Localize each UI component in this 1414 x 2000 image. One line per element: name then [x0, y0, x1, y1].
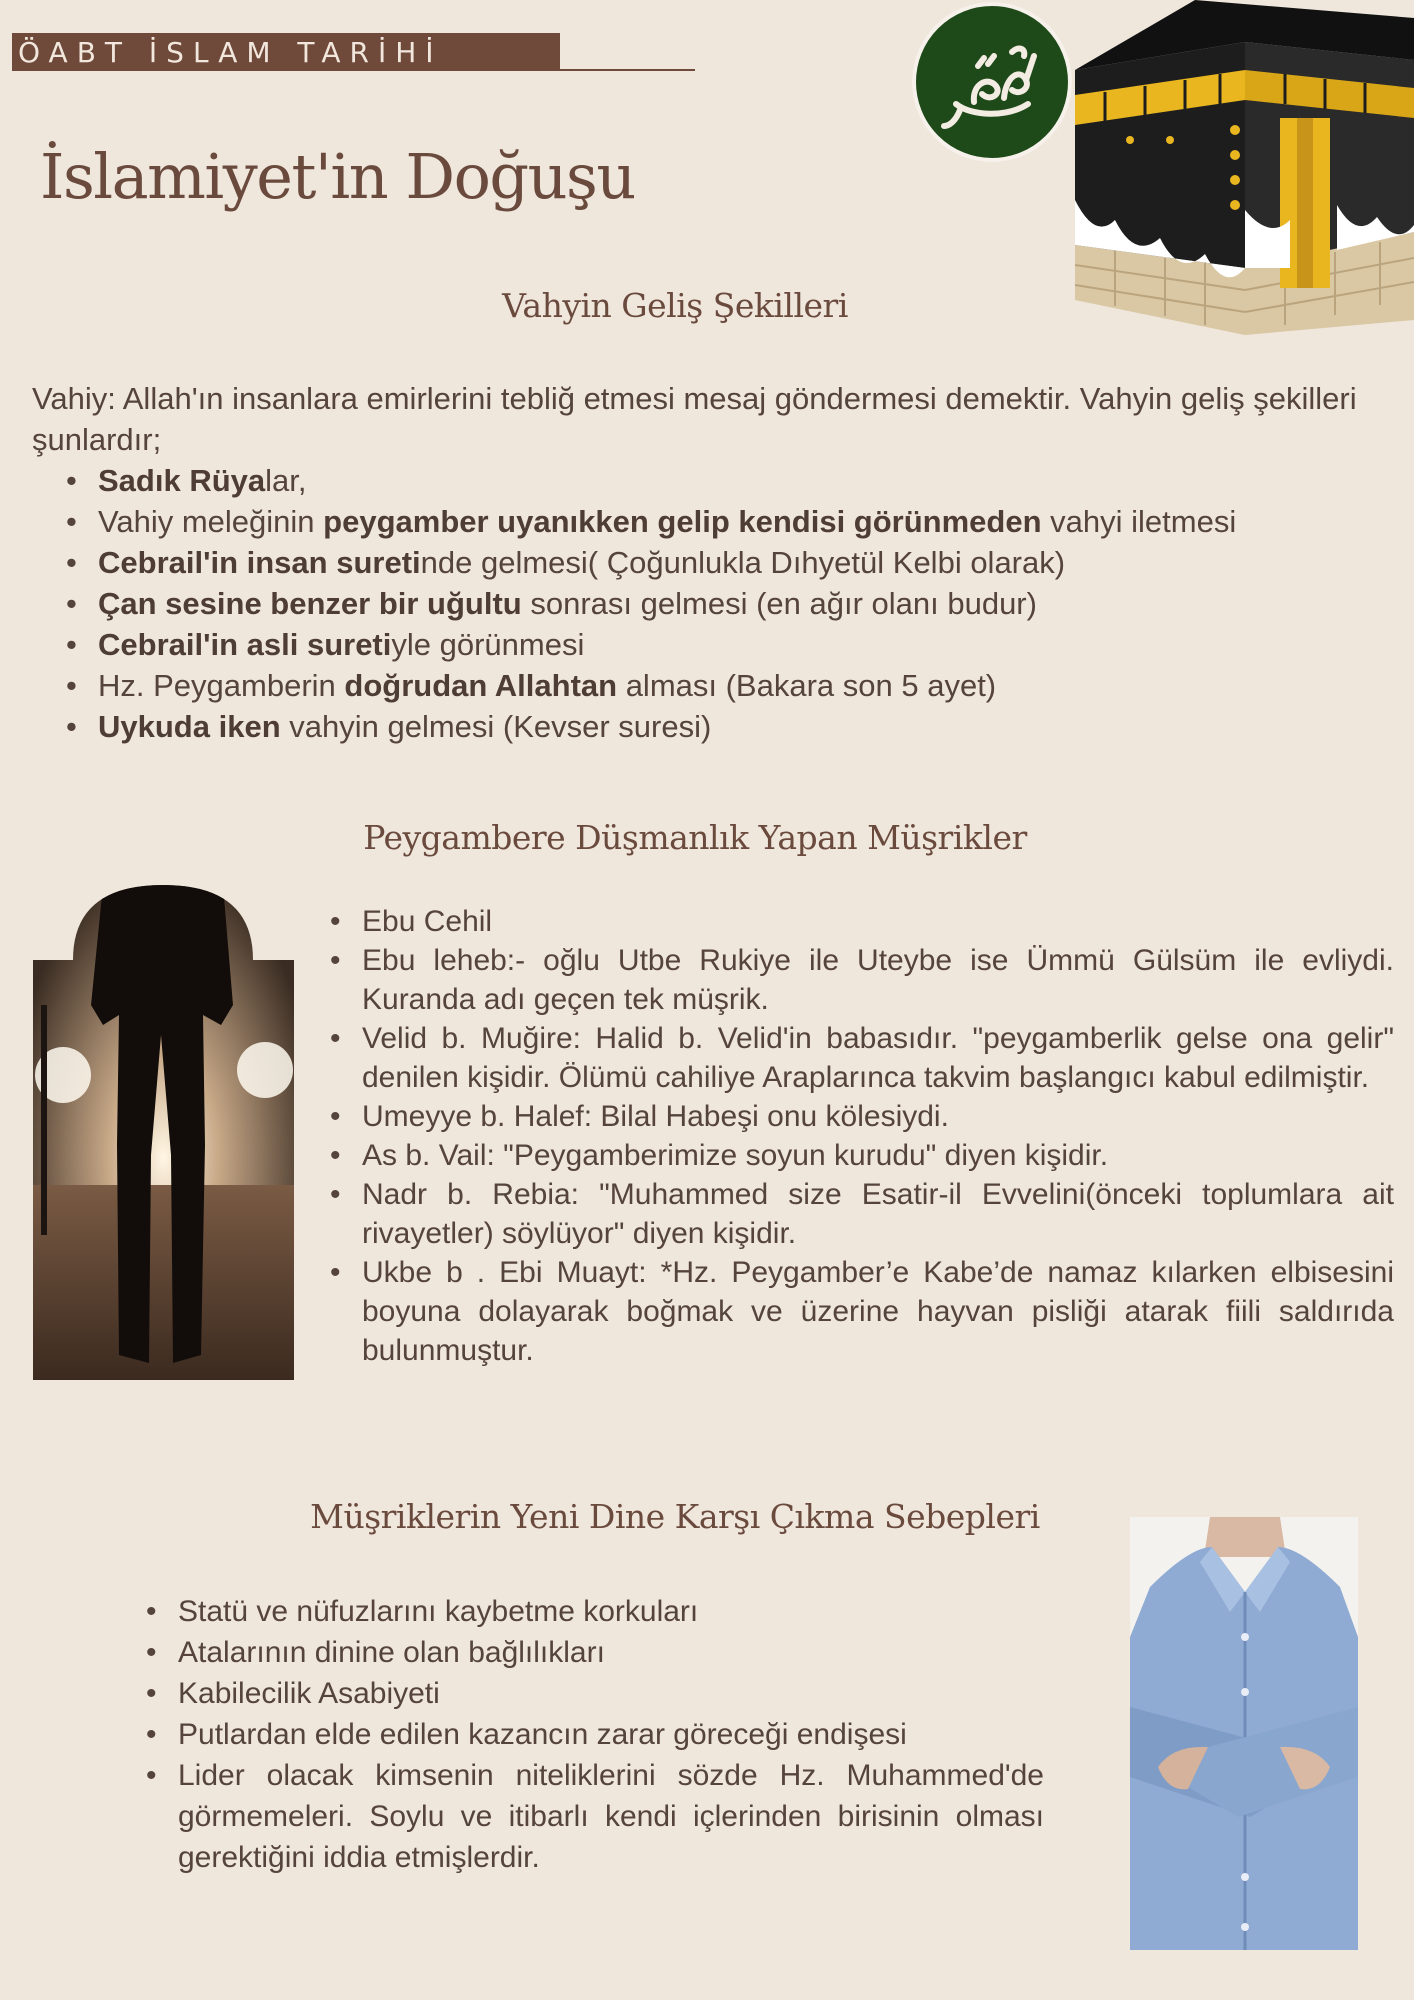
list-item: • Kabilecilik Asabiyeti — [178, 1673, 1044, 1714]
page-title: İslamiyet'in Doğuşu — [40, 140, 635, 213]
list-item: • Cebrail'in asli suretiyle görünmesi — [98, 624, 1398, 665]
section-heading-musrikler: Peygambere Düşmanlık Yapan Müşrikler — [363, 818, 1027, 857]
list-item: • Ebu Cehil — [362, 902, 1394, 941]
list-item: • Ukbe b . Ebi Muayt: *Hz. Peygamber’e Kabe’de namaz kılarken elbisesini boyuna dolayarak boğmak ve üzerine hayvan pisliği atarak fiili saldırıda bulunmuştur. — [362, 1253, 1394, 1370]
list-item: • Umeyye b. Halef: Bilal Habeşi onu kölesiydi. — [362, 1097, 1394, 1136]
list-item: • Sadık Rüyalar, — [98, 460, 1398, 501]
section-heading-sebepler: Müşriklerin Yeni Dine Karşı Çıkma Sebepleri — [310, 1497, 1040, 1536]
silhouette-photo — [33, 885, 294, 1380]
crossed-arms-photo — [1130, 1517, 1358, 1950]
list-item: • Statü ve nüfuzlarını kaybetme korkuları — [178, 1591, 1044, 1632]
list-item: • Cebrail'in insan suretinde gelmesi( Çoğunlukla Dıhyetül Kelbi olarak) — [98, 542, 1398, 583]
list-item: • Lider olacak kimsenin niteliklerini sözde Hz. Muhammed'de görmemeleri. Soylu ve itibarlı kendi içlerinden birisinin olması gerektiğini iddia etmişlerdir. — [178, 1755, 1044, 1878]
muhammad-calligraphy-icon — [912, 2, 1072, 162]
list-item: • Velid b. Muğire: Halid b. Velid'in babasıdır. "peygamberlik gelse ona gelir" denilen kişidir. Ölümü cahiliye Araplarınca takvim başlangıcı kabul edilmiştir. — [362, 1019, 1394, 1097]
section-heading-vahiy: Vahyin Geliş Şekilleri — [502, 286, 848, 325]
list-item: • Atalarının dinine olan bağlılıkları — [178, 1632, 1044, 1673]
list-item: • Vahiy meleğinin peygamber uyanıkken gelip kendisi görünmeden vahyi iletmesi — [98, 501, 1398, 542]
list-item: • Nadr b. Rebia: "Muhammed size Esatir-il Evvelini(önceki toplumlara ait rivayetler) söylüyor" diyen kişidir. — [362, 1175, 1394, 1253]
kaaba-illustration — [1075, 0, 1414, 335]
list-item: • Uykuda iken vahyin gelmesi (Kevser suresi) — [98, 706, 1398, 747]
list-item: • Çan sesine benzer bir uğultu sonrası gelmesi (en ağır olanı budur) — [98, 583, 1398, 624]
header-divider — [560, 69, 695, 71]
list-item: • Ebu leheb:- oğlu Utbe Rukiye ile Uteybe ise Ümmü Gülsüm ile evliydi. Kuranda adı geçen tek müşrik. — [362, 941, 1394, 1019]
musrik-list — [362, 902, 1394, 1370]
list-item: • As b. Vail: "Peygamberimize soyun kurudu" diyen kişidir. — [362, 1136, 1394, 1175]
vahiy-list — [98, 460, 1398, 747]
header-tag: ÖABT İSLAM TARİHİ — [18, 36, 443, 69]
sebep-list — [178, 1591, 1044, 1878]
list-item: • Hz. Peygamberin doğrudan Allahtan alması (Bakara son 5 ayet) — [98, 665, 1398, 706]
list-item: • Putlardan elde edilen kazancın zarar göreceği endişesi — [178, 1714, 1044, 1755]
vahiy-intro-text: Vahiy: Allah'ın insanlara emirlerini tebliğ etmesi mesaj göndermesi demektir. Vahyin geliş şekilleri şunlardır; — [32, 381, 1357, 457]
